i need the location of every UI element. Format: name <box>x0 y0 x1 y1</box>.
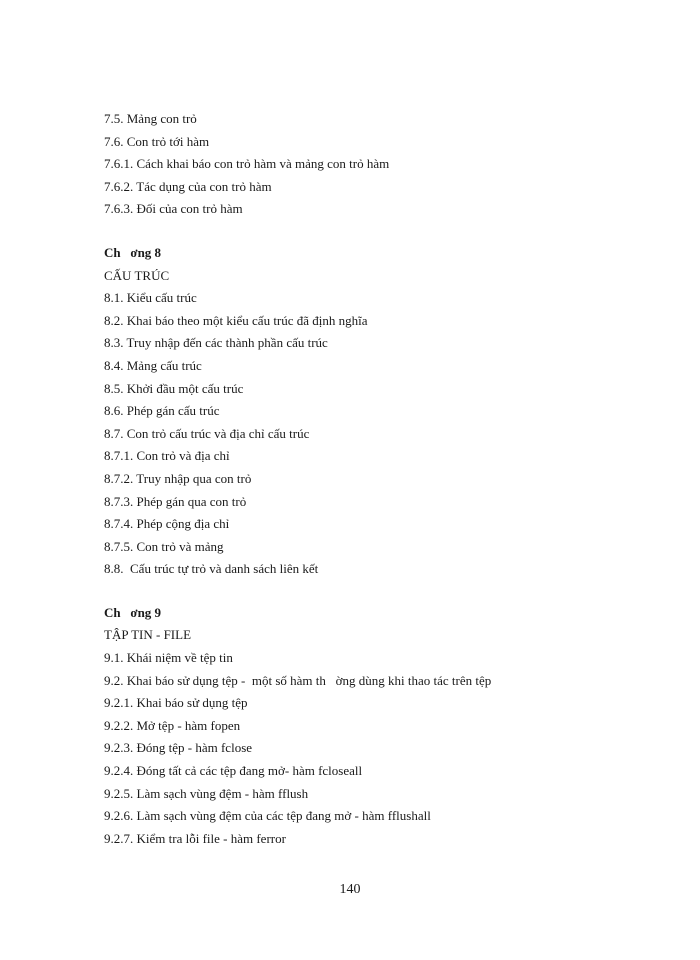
toc-item: 9.2.5. Làm sạch vùng đệm - hàm fflush <box>104 785 309 801</box>
toc-item: 8.7.4. Phép cộng địa chỉ <box>104 516 230 532</box>
section-spacer <box>104 581 664 602</box>
toc-item: 8.5. Khởi đầu một cấu trúc <box>104 380 244 396</box>
toc-item: 8.1. Kiểu cấu trúc <box>104 290 197 306</box>
toc-item: 8.7.1. Con trỏ và địa chỉ <box>104 448 230 464</box>
toc-item: 8.3. Truy nhập đến các thành phần cấu trúc <box>104 335 328 351</box>
chapter-heading: Ch ơng 9 <box>104 604 162 620</box>
toc-item: 9.2.2. Mở tệp - hàm fopen <box>104 717 241 733</box>
toc-item: 8.7. Con trỏ cấu trúc và địa chỉ cấu trúc <box>104 425 310 441</box>
chapter-title: TẬP TIN - FILE <box>104 627 192 643</box>
toc-section-chapter-9 <box>104 602 664 851</box>
toc-item: 9.1. Khái niệm về tệp tin <box>104 650 233 666</box>
table-of-contents <box>104 108 664 850</box>
toc-item: 8.2. Khai báo theo một kiểu cấu trúc đã định nghĩa <box>104 312 368 328</box>
section-spacer <box>104 221 664 242</box>
toc-item: 8.6. Phép gán cấu trúc <box>104 403 220 419</box>
toc-item: 9.2.3. Đóng tệp - hàm fclose <box>104 740 253 756</box>
toc-item: 7.6.1. Cách khai báo con trỏ hàm và mảng con trỏ hàm <box>104 156 390 172</box>
chapter-heading: Ch ơng 8 <box>104 244 162 260</box>
toc-item: 9.2.1. Khai báo sử dụng tệp <box>104 695 248 711</box>
toc-item: 9.2.6. Làm sạch vùng đệm của các tệp đang mở - hàm fflushall <box>104 808 431 824</box>
toc-item: 9.2. Khai báo sử dụng tệp - một số hàm th ờng dùng khi thao tác trên tệp <box>104 672 492 688</box>
toc-item: 8.7.5. Con trỏ và mảng <box>104 538 224 554</box>
toc-item: 7.6. Con trỏ tới hàm <box>104 133 210 149</box>
toc-item: 8.7.2. Truy nhập qua con trỏ <box>104 470 252 486</box>
toc-item: 8.8. Cấu trúc tự trỏ và danh sách liên kết <box>104 561 319 577</box>
toc-item: 7.6.2. Tác dụng của con trỏ hàm <box>104 178 272 194</box>
page-number: 140 <box>339 882 361 897</box>
toc-item: 9.2.4. Đóng tất cả các tệp đang mở- hàm fcloseall <box>104 763 363 779</box>
toc-section-chapter-7 <box>104 108 664 221</box>
toc-item: 8.7.3. Phép gán qua con trỏ <box>104 493 247 509</box>
toc-item: 7.6.3. Đối của con trỏ hàm <box>104 201 243 217</box>
chapter-title: CẤU TRÚC <box>104 267 170 283</box>
toc-item: 7.5. Mảng con trỏ <box>104 111 197 126</box>
toc-section-chapter-8 <box>104 242 664 581</box>
toc-item: 8.4. Mảng cấu trúc <box>104 357 202 373</box>
toc-item: 9.2.7. Kiểm tra lỗi file - hàm ferror <box>104 830 286 846</box>
